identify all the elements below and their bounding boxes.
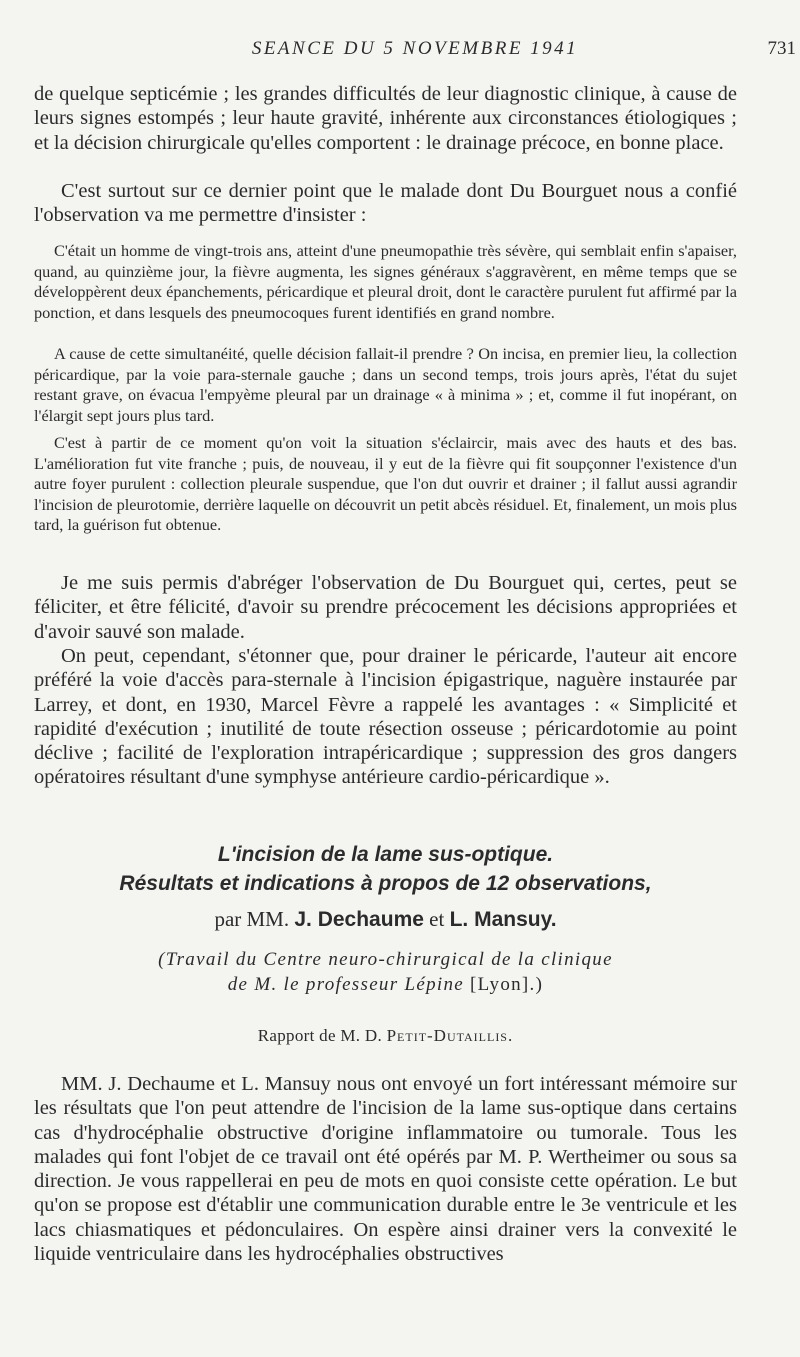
article-title-line-1: L'incision de la lame sus-optique.	[217, 843, 554, 866]
paragraph-du-bourguet-intro: C'est surtout sur ce dernier point que le malade dont Du Bourguet nous a confié l'observation va me permettre d'insister :	[34, 180, 737, 227]
affiliation-professor: de M. le professeur Lépine	[227, 974, 464, 995]
report-byline	[34, 1026, 737, 1046]
paragraph-report-body: MM. J. Dechaume et L. Mansuy nous ont envoyé un fort intéressant mémoire sur les résultats que l'on peut attendre de l'incision de la lame sus-optique dans certains cas d'hydrocéphalie obstructive d'origine inflammatoire ou tumorale. Tous les malades qui font l'objet de ce travail ont été opérés par M. P. Wertheimer ou sous sa direction. Je vous rappellerai en peu de mots en quoi consiste cette opération. Le but qu'on se propose est d'établir une communication durable entre le 3e ventricule et les lacs chiasmatiques et pédonculaires. On espère ainsi drainer vers la convexité le liquide ventriculaire dans les hydrocéphalies obstructives	[34, 1073, 737, 1266]
running-head: SEANCE DU 5 NOVEMBRE 1941	[251, 38, 579, 59]
article-title-line-2: Résultats et indications à propos de 12 observations,	[119, 872, 652, 895]
article-authors	[34, 907, 737, 932]
report-author: Petit-Dutaillis.	[386, 1026, 514, 1045]
author-mansuy: L. Mansuy.	[449, 908, 557, 931]
paragraph-continued: de quelque septicémie ; les grandes difficultés de leur diagnostic clinique, à cause de leurs signes estompés ; leur haute gravité, inhérente aux circonstances étiologiques ; et la décision chirurgicale qu'elles comportent : le drainage précoce, en bonne place.	[34, 83, 737, 154]
page-number: 731	[767, 38, 796, 59]
observation-paragraph-1: C'était un homme de vingt-trois ans, atteint d'une pneumopathie très sévère, qui semblait enfin s'apaiser, quand, au quinzième jour, la fièvre augmenta, les signes généraux s'aggravèrent, en même temps que se développèrent deux épanchements, péricardique et pleural droit, dont le caractère purulent fut affirmé par la ponction, et dans lesquels des pneumocoques furent identifiés en grand nombre.	[34, 241, 737, 322]
affiliation-city: [Lyon].)	[470, 974, 544, 995]
observation-paragraph-3: C'est à partir de ce moment qu'on voit la situation s'éclaircir, mais avec des hauts et des bas. L'amélioration fut vite franche ; puis, de nouveau, il y eut de la fièvre qui fit soupçonner l'existence d'un autre foyer purulent : collection pleurale suspendue, que l'on dut ouvrir et drainer ; il fallut aussi agrandir l'incision de pleurotomie, derrière laquelle on découvrit un petit abcès résiduel. Et, finalement, un mois plus tard, la guérison fut obtenue.	[34, 433, 737, 534]
paragraph-abridged: Je me suis permis d'abréger l'observation de Du Bourguet qui, certes, peut se féliciter, et être félicité, d'avoir su prendre précocement les décisions appropriées et d'avoir sauvé son malade.	[34, 572, 737, 643]
affiliation-line-2	[34, 972, 737, 997]
observation-paragraph-2: A cause de cette simultanéité, quelle décision fallait-il prendre ? On incisa, en premier lieu, la collection péricardique, par la voie para-sternale gauche ; dans un second temps, trois jours après, l'état du sujet restant grave, on évacua l'empyème pleural par un drainage « à minima » ; et, comme il fut inopérant, on l'élargit sept jours plus tard.	[34, 344, 737, 425]
authors-et: et	[429, 907, 445, 931]
report-prefix: Rapport de M. D.	[257, 1026, 383, 1045]
affiliation	[34, 947, 737, 997]
article-title	[34, 840, 737, 898]
authors-par: par MM.	[214, 907, 290, 931]
author-dechaume: J. Dechaume	[294, 908, 424, 931]
paragraph-epigastric-incision: On peut, cependant, s'étonner que, pour drainer le péricarde, l'auteur ait encore préféré la voie d'accès para-sternale à l'incision épigastrique, naguère instaurée par Larrey, et dont, en 1930, Marcel Fèvre a rappelé les avantages : « Simplicité et rapidité d'exécution ; inutilité de toute résection osseuse ; péricardotomie au point déclive ; facilité de l'exploration intrapéricardique ; suppression des gros dangers opératoires résultant d'une symphyse antérieure cardio-péricardique ».	[34, 645, 737, 789]
page-header	[34, 38, 796, 64]
affiliation-line-1: (Travail du Centre neuro-chirurgical de la clinique	[158, 949, 613, 970]
